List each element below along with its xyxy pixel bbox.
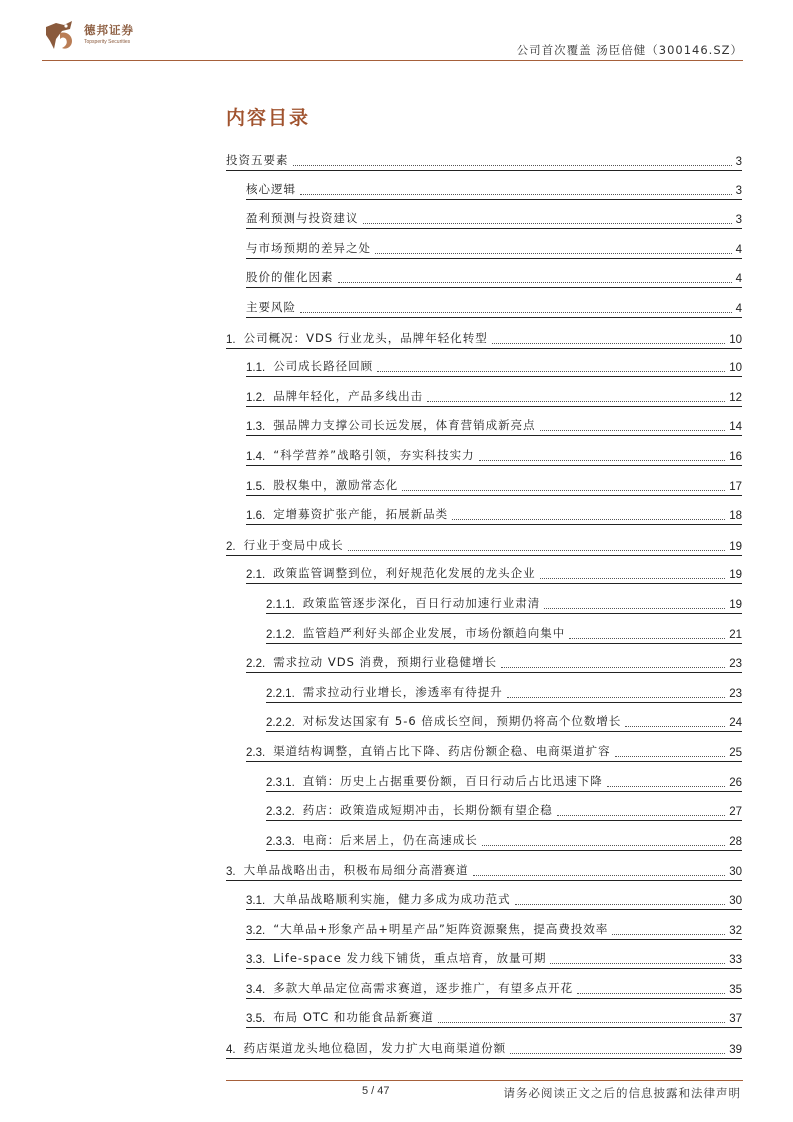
toc-leader-dots	[612, 933, 725, 935]
toc-entry-text: 行业于变局中成长	[243, 537, 344, 552]
toc-entry-page: 19	[729, 540, 742, 553]
toc-entry-number: 2.3.2.	[266, 806, 295, 819]
toc-entry-page: 3	[735, 184, 742, 197]
toc-entry-page: 21	[729, 628, 742, 641]
toc-entry-line	[266, 711, 742, 732]
toc-leader-dots	[510, 1052, 725, 1054]
toc-entry[interactable]	[226, 649, 742, 673]
toc-entry-text: 直销：历史上占据重要份额，百日行动后占比迅速下降	[302, 773, 603, 788]
toc-entry-page: 12	[729, 391, 742, 404]
toc-leader-dots	[540, 429, 726, 431]
toc-entry-line	[246, 208, 742, 229]
toc-entry-text: 股权集中，激励常态化	[273, 477, 399, 492]
toc-leader-dots	[338, 281, 732, 283]
toc-entry[interactable]	[226, 916, 742, 940]
toc-entry-line	[226, 860, 742, 880]
toc-leader-dots	[540, 577, 726, 579]
toc-leader-dots	[348, 549, 726, 551]
toc-entry-number: 1.1.	[246, 362, 266, 375]
toc-leader-dots	[607, 785, 725, 787]
toc-entry-number: 2.2.	[246, 658, 266, 671]
toc-entry-text: 监管趋严利好头部企业发展，市场份额趋向集中	[302, 625, 566, 640]
toc-entry-number: 3.4.	[246, 983, 266, 996]
toc-entry-page: 23	[729, 687, 742, 700]
toc-entry-text: 布局 OTC 和功能食品新赛道	[273, 1010, 434, 1025]
toc-entry[interactable]	[226, 827, 742, 851]
toc-entry-number: 1.5.	[246, 480, 266, 493]
toc-entry-text: Life-space 发力线下铺货，重点培育，放量可期	[273, 951, 547, 966]
toc-entry-page: 19	[729, 599, 742, 611]
toc-entry[interactable]	[226, 1004, 742, 1028]
toc-entry-line	[246, 889, 742, 910]
toc-entry[interactable]	[226, 620, 742, 644]
toc-entry-line	[246, 948, 742, 969]
toc-entry-line	[246, 356, 742, 377]
toc-entry-line	[246, 1007, 742, 1028]
report-tag: 公司首次覆盖 汤臣倍健（300146.SZ）	[516, 43, 743, 57]
toc-entry-text: 电商：后来居上，仍在高速成长	[302, 832, 478, 847]
toc-leader-dots	[625, 725, 725, 727]
logo-english-name: Topsperity Securities	[84, 38, 131, 45]
toc-entry-line	[266, 623, 742, 644]
toc-entry-line	[226, 535, 742, 555]
toc-leader-dots	[402, 489, 725, 491]
toc-entry[interactable]	[226, 205, 742, 229]
toc-entry-number: 2.3.1.	[266, 776, 295, 789]
toc-entry-number: 2.2.1.	[266, 687, 295, 700]
logo-chinese-name: 德邦证券	[84, 23, 134, 38]
toc-entry-page: 19	[729, 569, 742, 582]
toc-entry-page: 33	[729, 954, 742, 967]
toc-entry-page: 30	[729, 866, 742, 879]
toc-entry[interactable]	[226, 235, 742, 259]
toc-entry[interactable]	[226, 531, 742, 556]
footer-divider	[226, 1080, 743, 1081]
toc-entry-text: 大单品战略顺利实施，健力多成为成功范式	[273, 892, 511, 906]
toc-entry-page: 28	[729, 835, 742, 848]
toc-entry-line	[266, 771, 742, 792]
toc-entry-text: 需求拉动行业增长，渗透率有待提升	[302, 684, 503, 699]
toc-leader-dots	[438, 1021, 725, 1023]
toc-entry[interactable]	[226, 856, 742, 881]
toc-leader-dots	[482, 844, 725, 846]
toc-leader-dots	[293, 164, 732, 166]
toc-entry[interactable]	[226, 708, 742, 732]
toc-leader-dots	[377, 370, 725, 372]
toc-entry-number: 2.2.2.	[266, 717, 295, 730]
disclaimer-note: 请务必阅读正文之后的信息披露和法律声明	[503, 1086, 741, 1100]
toc-entry[interactable]	[226, 472, 742, 496]
toc-leader-dots	[544, 607, 725, 609]
toc-entry-number: 3.2.	[246, 924, 266, 937]
toc-entry-line	[266, 682, 742, 703]
toc-entry-number: 2.1.2.	[266, 628, 295, 641]
toc-entry-page: 14	[729, 421, 742, 434]
dragon-logo-icon	[42, 17, 78, 53]
toc-entry-text: 盈利预测与投资建议	[246, 211, 359, 226]
toc-entry[interactable]	[226, 176, 742, 200]
toc-leader-dots	[615, 755, 726, 757]
toc-entry-page: 17	[729, 480, 742, 493]
toc-entry-text: 定增募资扩张产能，拓展新品类	[273, 507, 449, 522]
toc-entry-text: 对标发达国家有 5-6 倍成长空间，预期仍将高个位数增长	[302, 714, 622, 729]
toc-entry[interactable]	[226, 1034, 742, 1059]
toc-entry-page: 3	[735, 156, 742, 168]
toc-entry-line	[246, 238, 742, 259]
toc-entry-line	[246, 267, 742, 288]
toc-leader-dots	[515, 903, 726, 905]
toc-entry-page: 10	[729, 362, 742, 375]
toc-entry-page: 3	[735, 214, 742, 227]
toc-entry-page: 18	[729, 510, 742, 523]
toc-entry-number: 2.3.3.	[266, 835, 295, 848]
page-indicator: 5 / 47	[362, 1085, 390, 1097]
toc-entry-page: 10	[729, 333, 742, 346]
toc-entry-line	[246, 445, 742, 466]
toc-entry[interactable]	[226, 738, 742, 762]
header-divider	[42, 60, 743, 61]
toc-entry[interactable]	[226, 797, 742, 821]
toc-entry-line	[266, 593, 742, 614]
toc-entry-text: 公司概况：VDS 行业龙头，品牌年轻化转型	[243, 330, 488, 345]
toc-entry-number: 1.4.	[246, 451, 266, 463]
toc-leader-dots	[363, 222, 732, 224]
toc-entry-page: 23	[729, 658, 742, 671]
toc-entry-number: 1.2.	[246, 391, 266, 404]
toc-entry-number: 2.	[226, 540, 236, 553]
toc-entry-text: 政策监管调整到位，利好规范化发展的龙头企业	[273, 566, 536, 581]
toc-entry-text: 需求拉动 VDS 消费，预期行业稳健增长	[273, 655, 498, 670]
toc-entry-line	[246, 652, 742, 673]
toc-entry[interactable]	[226, 442, 742, 466]
toc-entry-line	[226, 1038, 742, 1058]
toc-leader-dots	[569, 637, 725, 639]
toc-entry-page: 4	[735, 303, 742, 315]
toc-leader-dots	[501, 666, 725, 668]
toc-entry-text: “科学营养”战略引领，夯实科技实力	[273, 448, 475, 462]
toc-leader-dots	[300, 311, 732, 313]
toc-entry-line	[226, 328, 742, 348]
toc-entry-page: 16	[729, 451, 742, 463]
toc-entry-page: 39	[729, 1044, 742, 1056]
toc-entry[interactable]	[226, 501, 742, 525]
toc-entry-text: 渠道结构调整，直销占比下降、药店份额企稳、电商渠道扩容	[273, 744, 611, 758]
toc-entry-page: 30	[729, 895, 742, 907]
toc-entry-text: 药店：政策造成短期冲击，长期份额有望企稳	[302, 803, 553, 818]
toc-entry-text: 多款大单品定位高需求赛道，逐步推广，有望多点开花	[273, 980, 574, 995]
toc-entry-line	[246, 741, 742, 762]
toc-leader-dots	[452, 518, 725, 520]
toc-entry-text: 公司成长路径回顾	[273, 359, 374, 374]
toc-entry[interactable]	[226, 679, 742, 703]
toc-entry-line	[246, 475, 742, 496]
toc-entry[interactable]	[226, 324, 742, 349]
toc-entry-number: 2.1.1.	[266, 599, 295, 611]
toc-entry[interactable]	[226, 294, 742, 318]
toc-entry-line	[266, 800, 742, 821]
toc-leader-dots	[300, 193, 732, 195]
toc-leader-dots	[577, 992, 725, 994]
toc-leader-dots	[473, 874, 726, 876]
toc-leader-dots	[427, 400, 725, 402]
toc-entry[interactable]	[226, 560, 742, 584]
toc-entry-text: 大单品战略出击，积极布局细分高潜赛道	[243, 863, 469, 878]
toc-leader-dots	[550, 962, 725, 964]
toc-entry-text: 主要风险	[246, 300, 296, 314]
toc-entry-page: 4	[735, 273, 742, 286]
toc-entry[interactable]	[226, 353, 742, 377]
toc-entry-page: 26	[729, 776, 742, 789]
toc-entry-line	[246, 415, 742, 436]
toc-entry-text: 核心逻辑	[246, 181, 296, 196]
toc-entry-line	[266, 830, 742, 851]
toc-entry-number: 1.6.	[246, 510, 266, 523]
toc-leader-dots	[507, 696, 725, 698]
toc-entry-number: 1.	[226, 333, 236, 346]
toc-title: 内容目录	[226, 107, 311, 129]
toc-leader-dots	[492, 342, 725, 344]
toc-entry[interactable]	[226, 975, 742, 999]
toc-entry[interactable]	[226, 590, 742, 614]
toc-entry-text: 强品牌力支撑公司长远发展，体育营销成新亮点	[273, 418, 536, 433]
toc-entry-text: 品牌年轻化，产品多线出击	[273, 388, 424, 403]
toc-entry-line	[226, 150, 742, 170]
toc-entry[interactable]	[226, 945, 742, 969]
toc-entry-line	[246, 179, 742, 200]
toc-entry-number: 2.3.	[246, 747, 266, 759]
toc-leader-dots	[557, 814, 725, 816]
toc-entry-page: 27	[729, 806, 742, 819]
toc-entry-page: 32	[729, 924, 742, 937]
toc-entry-text: “大单品+形象产品+明星产品”矩阵资源聚焦，提高费投效率	[273, 921, 609, 936]
toc-entry-number: 4.	[226, 1044, 236, 1056]
toc-entry[interactable]	[226, 383, 742, 407]
toc-entry-page: 4	[735, 243, 742, 256]
toc-entry-page: 37	[729, 1013, 742, 1026]
toc-entry-page: 35	[729, 983, 742, 996]
toc-entry-line	[246, 919, 742, 940]
toc-entry-number: 3.1.	[246, 895, 266, 907]
toc-entry-number: 2.1.	[246, 569, 266, 582]
toc-entry-number: 3.3.	[246, 954, 266, 967]
toc-leader-dots	[479, 459, 726, 461]
toc-entry-text: 股价的催化因素	[246, 270, 334, 285]
toc-entry-page: 24	[729, 717, 742, 730]
toc-entry-line	[246, 386, 742, 407]
toc-entry-number: 3.5.	[246, 1013, 266, 1026]
toc-entry-number: 3.	[226, 866, 236, 879]
toc-entry[interactable]	[226, 886, 742, 910]
toc-entry-text: 与市场预期的差异之处	[246, 240, 371, 255]
company-logo	[42, 16, 134, 54]
toc-entry-text: 政策监管逐步深化，百日行动加速行业肃清	[302, 596, 541, 610]
toc-entry-number: 1.3.	[246, 421, 266, 434]
toc-entry[interactable]	[226, 264, 742, 288]
toc-entry-line	[246, 563, 742, 584]
toc-leader-dots	[375, 252, 732, 254]
toc-entry-line	[246, 978, 742, 999]
toc-entry-text: 药店渠道龙头地位稳固，发力扩大电商渠道份额	[243, 1041, 507, 1055]
toc-entry[interactable]	[226, 768, 742, 792]
toc-entry-line	[246, 297, 742, 318]
toc-entry-line	[246, 504, 742, 525]
toc-entry[interactable]	[226, 146, 742, 171]
toc-entry-text: 投资五要素	[226, 153, 289, 167]
toc-entry-page: 25	[729, 747, 742, 759]
toc-entry[interactable]	[226, 412, 742, 436]
